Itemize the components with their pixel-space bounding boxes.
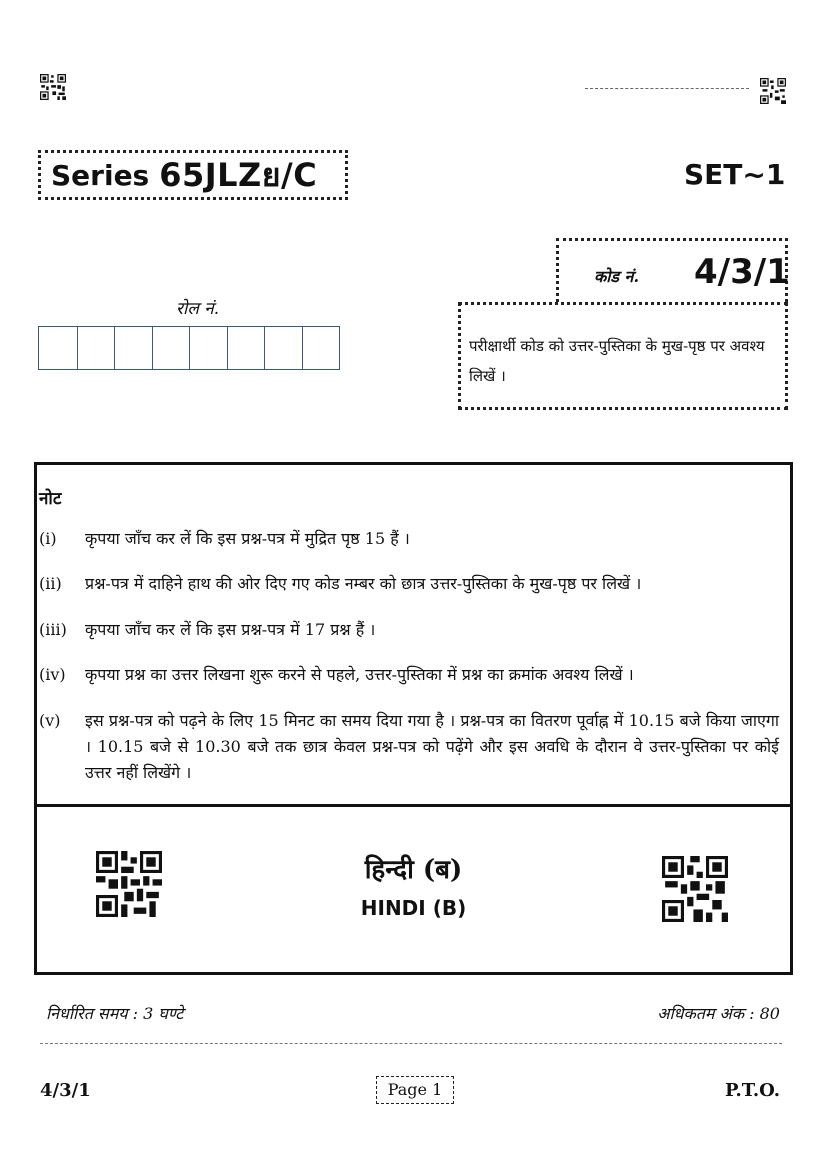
note-number: (v) [39, 711, 61, 730]
page-number: Page 1 [376, 1076, 454, 1104]
note-number: (ii) [39, 574, 62, 593]
code-label: कोड नं. [594, 267, 640, 286]
code-value: 4/3/1 [694, 252, 790, 292]
note-text: कृपया जाँच कर लें कि इस प्रश्न-पत्र में मुद्रित पृष्ठ 15 हैं । [85, 529, 410, 548]
series-box [38, 150, 348, 200]
note-item [39, 708, 779, 786]
maximum-marks: अधिकतम अंक : 80 [657, 1004, 780, 1023]
roll-number-cell[interactable] [152, 327, 190, 369]
note-number: (iii) [39, 620, 67, 639]
roll-number-cell[interactable] [264, 327, 302, 369]
note-number: (iv) [39, 665, 66, 684]
roll-number-cell[interactable] [39, 327, 77, 369]
roll-number-grid [38, 326, 340, 370]
set-label: SET~1 [684, 158, 786, 191]
series-code: 65JLZย/C [159, 155, 318, 194]
subject-title-english: HINDI (B) [360, 896, 467, 920]
roll-number-cell[interactable] [189, 327, 227, 369]
time-allowed: निर्धारित समय : 3 घण्टे [46, 1004, 184, 1023]
footer-code: 4/3/1 [40, 1080, 91, 1101]
note-item [39, 662, 779, 688]
note-text: इस प्रश्न-पत्र को पढ़ने के लिए 15 मिनट का समय दिया गया है । प्रश्न-पत्र का वितरण पूर्वाह्न में 10.15 बजे किया जाएगा । 10.15 बजे से 10.30 बजे तक छात्र केवल प्रश्न-पत्र को पढ़ेंगे और इस अवधि के दौरान वे उत्तर-पुस्तिका पर कोई उत्तर नहीं लिखेंगे । [85, 711, 779, 782]
roll-number-cell[interactable] [77, 327, 115, 369]
bottom-dashed-line [40, 1043, 782, 1044]
roll-number-cell[interactable] [302, 327, 340, 369]
roll-number-cell[interactable] [114, 327, 152, 369]
notes-title: नोट [39, 489, 62, 509]
note-text: प्रश्न-पत्र में दाहिने हाथ की ओर दिए गए कोड नम्बर को छात्र उत्तर-पुस्तिका के मुख-पृष्ठ पर लिखें । [85, 574, 642, 593]
please-turn-over: P.T.O. [724, 1080, 780, 1101]
note-item [39, 617, 779, 643]
series-label: Series [51, 158, 150, 192]
subject-title-hindi: हिन्दी (ब) [364, 855, 463, 885]
note-item [39, 526, 779, 552]
top-dashed-line [585, 88, 749, 89]
qr-code-icon [40, 74, 66, 100]
note-number: (i) [39, 529, 57, 548]
note-text: कृपया प्रश्न का उत्तर लिखना शुरू करने से पहले, उत्तर-पुस्तिका में प्रश्न का क्रमांक अवश्य लिखें । [85, 665, 634, 684]
note-item [39, 571, 779, 597]
qr-code-icon [760, 78, 786, 104]
code-instruction: परीक्षार्थी कोड को उत्तर-पुस्तिका के मुख-पृष्ठ पर अवश्य लिखें । [458, 302, 788, 410]
qr-code-icon [662, 856, 728, 922]
roll-number-cell[interactable] [227, 327, 265, 369]
section-divider [34, 804, 793, 807]
roll-number-label: रोल नं. [176, 299, 220, 319]
note-text: कृपया जाँच कर लें कि इस प्रश्न-पत्र में 17 प्रश्न हैं । [85, 620, 376, 639]
